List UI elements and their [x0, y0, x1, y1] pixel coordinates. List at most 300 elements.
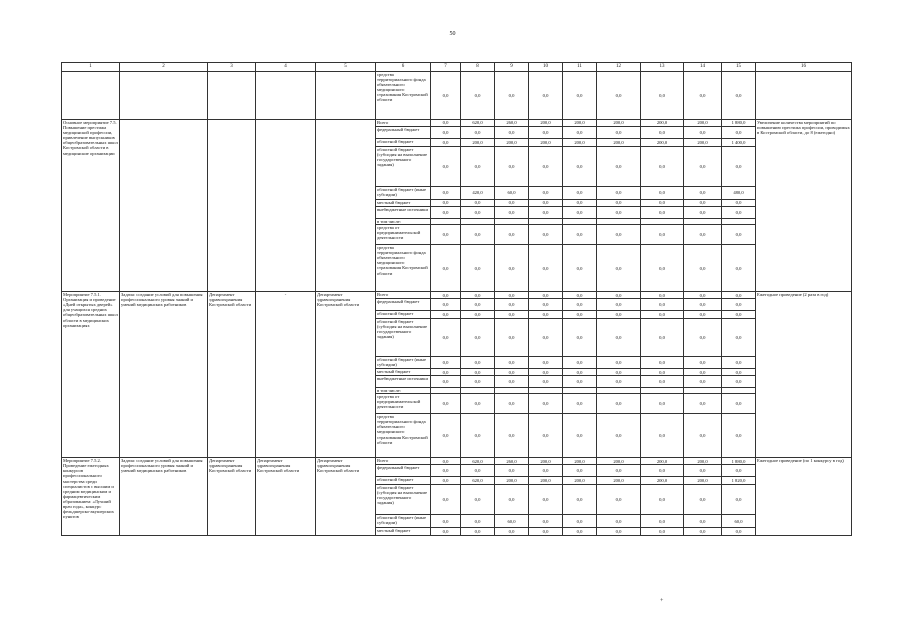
value-cell: 620,0 [461, 477, 495, 485]
value-cell: 0,0 [461, 299, 495, 311]
value-cell: 0,0 [597, 394, 641, 414]
value-cell: 200,0 [641, 477, 684, 485]
value-cell: 0,0 [684, 357, 722, 369]
table-row [62, 120, 852, 127]
value-cell: 0,0 [495, 207, 529, 219]
value-cell: 0,0 [597, 292, 641, 299]
funding-source-cell: федеральный бюджет [376, 127, 431, 139]
value-cell: 200,0 [529, 139, 563, 147]
value-cell: 0,0 [529, 127, 563, 139]
value-cell: 260,0 [495, 458, 529, 465]
value-cell: 0,0 [597, 200, 641, 207]
value-cell: 0,0 [461, 207, 495, 219]
value-cell: 0,0 [641, 187, 684, 200]
block-result-cell: Ежегодное проведение (2 раза в год) [756, 292, 852, 458]
column-header: 7 [431, 63, 461, 72]
value-cell: 200,0 [597, 477, 641, 485]
funding-source-cell: средства территориального фонда обязательного медицинского страхования Костромской области [376, 245, 431, 292]
funding-source-cell: местный бюджет [376, 369, 431, 376]
value-cell: 0,0 [461, 414, 495, 458]
value-cell: 0,0 [641, 127, 684, 139]
block-c4-cell: Департамент здравоохранения Костромской области [256, 458, 316, 536]
value-cell: 0,0 [431, 477, 461, 485]
value-cell: 0,0 [431, 299, 461, 311]
funding-source-cell: областной бюджет (иные субсидии) [376, 357, 431, 369]
value-cell: 0,0 [563, 414, 597, 458]
value-cell: 0,0 [461, 515, 495, 528]
value-cell: 0,0 [641, 319, 684, 357]
value-cell: 0,0 [597, 127, 641, 139]
funding-source-cell: Всего [376, 120, 431, 127]
block-c4-cell: - [256, 292, 316, 458]
value-cell: 0,0 [529, 394, 563, 414]
value-cell: 0,0 [431, 139, 461, 147]
value-cell: 0,0 [431, 187, 461, 200]
value-cell: 200,0 [529, 120, 563, 127]
value-cell: 0,0 [461, 245, 495, 292]
value-cell: 200,0 [684, 139, 722, 147]
value-cell: 0,0 [495, 485, 529, 515]
value-cell: 200,0 [641, 139, 684, 147]
value-cell: 200,0 [684, 477, 722, 485]
column-header: 2 [120, 63, 208, 72]
value-cell: 0,0 [597, 357, 641, 369]
value-cell: 0,0 [529, 319, 563, 357]
value-cell: 1 400,0 [722, 139, 756, 147]
value-cell: 0,0 [461, 528, 495, 536]
value-cell: 0,0 [461, 394, 495, 414]
value-cell: 0,0 [495, 225, 529, 245]
value-cell: 0,0 [431, 369, 461, 376]
value-cell: 1 880,0 [722, 120, 756, 127]
value-cell: 0,0 [495, 245, 529, 292]
column-header: 4 [256, 63, 316, 72]
funding-source-cell: федеральный бюджет [376, 299, 431, 311]
value-cell: 0,0 [461, 357, 495, 369]
value-cell: 60,0 [495, 187, 529, 200]
value-cell: 0,0 [563, 72, 597, 120]
value-cell: 0,0 [431, 292, 461, 299]
value-cell: 0,0 [431, 458, 461, 465]
value-cell: 0,0 [641, 357, 684, 369]
value-cell: 0,0 [529, 245, 563, 292]
value-cell: 200,0 [563, 477, 597, 485]
value-cell: 0,0 [722, 200, 756, 207]
value-cell: 60,0 [722, 515, 756, 528]
value-cell: 0,0 [529, 311, 563, 319]
column-header: 14 [684, 63, 722, 72]
value-cell: 0,0 [597, 515, 641, 528]
value-cell: 200,0 [495, 477, 529, 485]
value-cell: 0,0 [684, 465, 722, 477]
value-cell: 0,0 [641, 72, 684, 120]
value-cell: 0,0 [431, 376, 461, 388]
value-cell: 0,0 [597, 319, 641, 357]
value-cell: 0,0 [529, 200, 563, 207]
value-cell: 0,0 [461, 319, 495, 357]
value-cell: 0,0 [684, 187, 722, 200]
value-cell: 60,0 [495, 515, 529, 528]
value-cell: 0,0 [684, 319, 722, 357]
value-cell: 0,0 [529, 207, 563, 219]
value-cell: 0,0 [722, 292, 756, 299]
value-cell: 0,0 [563, 369, 597, 376]
value-cell: 0,0 [563, 319, 597, 357]
value-cell: 0,0 [431, 528, 461, 536]
table-row [62, 72, 852, 120]
value-cell: 200,0 [529, 477, 563, 485]
value-cell: 0,0 [641, 394, 684, 414]
value-cell: 0,0 [461, 147, 495, 187]
value-cell: 0,0 [597, 225, 641, 245]
funding-source-cell: областной бюджет [376, 477, 431, 485]
value-cell: 0,0 [684, 528, 722, 536]
value-cell: 0,0 [641, 465, 684, 477]
value-cell: 0,0 [563, 187, 597, 200]
value-cell: 0,0 [461, 465, 495, 477]
value-cell: 0,0 [563, 515, 597, 528]
funding-source-cell: средства от предпринимательской деятельности [376, 225, 431, 245]
block-c5-cell: Департамент здравоохранения Костромской области [316, 292, 376, 458]
value-cell: 0,0 [641, 147, 684, 187]
value-cell: 0,0 [641, 200, 684, 207]
funding-source-cell: областной бюджет (иные субсидии) [376, 187, 431, 200]
value-cell: 0,0 [495, 357, 529, 369]
value-cell: 0,0 [684, 299, 722, 311]
value-cell: 0,0 [563, 376, 597, 388]
column-header: 6 [376, 63, 431, 72]
value-cell: 0,0 [563, 127, 597, 139]
value-cell: 0,0 [597, 376, 641, 388]
table-row [62, 458, 852, 465]
value-cell: 0,0 [684, 369, 722, 376]
value-cell: 0,0 [495, 127, 529, 139]
value-cell: 0,0 [461, 485, 495, 515]
value-cell: 0,0 [431, 465, 461, 477]
value-cell: 200,0 [563, 120, 597, 127]
value-cell: 0,0 [495, 147, 529, 187]
value-cell: 0,0 [461, 376, 495, 388]
value-cell: 1 880,0 [722, 458, 756, 465]
value-cell: 0,0 [431, 207, 461, 219]
block-c4-cell [256, 72, 316, 120]
value-cell: 0,0 [495, 200, 529, 207]
value-cell: 200,0 [461, 139, 495, 147]
value-cell: 0,0 [684, 147, 722, 187]
value-cell: 0,0 [722, 528, 756, 536]
value-cell: 200,0 [597, 120, 641, 127]
block-c5-cell: Департамент здравоохранения Костромской области [316, 458, 376, 536]
value-cell: 0,0 [684, 207, 722, 219]
value-cell: 0,0 [597, 528, 641, 536]
funding-source-cell: Всего [376, 458, 431, 465]
value-cell: 0,0 [684, 245, 722, 292]
value-cell: 0,0 [684, 485, 722, 515]
value-cell: 0,0 [641, 414, 684, 458]
column-header: 9 [495, 63, 529, 72]
value-cell: 0,0 [529, 465, 563, 477]
value-cell: 0,0 [722, 311, 756, 319]
value-cell: 200,0 [495, 139, 529, 147]
funding-source-cell: областной бюджет (иные субсидии) [376, 515, 431, 528]
value-cell: 0,0 [431, 127, 461, 139]
value-cell: 0,0 [597, 485, 641, 515]
funding-source-cell: областной бюджет (субсидия на выполнение государственного задания) [376, 485, 431, 515]
value-cell: 0,0 [563, 299, 597, 311]
value-cell: 0,0 [495, 369, 529, 376]
funding-source-cell: средства территориального фонда обязательного медицинского страхования Костромской области [376, 72, 431, 120]
value-cell: 200,0 [684, 120, 722, 127]
value-cell: 0,0 [641, 311, 684, 319]
value-cell: 0,0 [431, 414, 461, 458]
value-cell: 0,0 [563, 207, 597, 219]
column-header: 1 [62, 63, 120, 72]
value-cell: 0,0 [722, 414, 756, 458]
value-cell: 200,0 [529, 458, 563, 465]
value-cell: 0,0 [641, 292, 684, 299]
value-cell: 0,0 [597, 245, 641, 292]
value-cell: 0,0 [684, 515, 722, 528]
value-cell: 0,0 [495, 465, 529, 477]
funding-source-cell: в том числе: [376, 219, 431, 225]
value-cell: 0,0 [684, 311, 722, 319]
value-cell: 0,0 [722, 369, 756, 376]
value-cell: 200,0 [597, 139, 641, 147]
column-header: 8 [461, 63, 495, 72]
funding-source-cell: областной бюджет [376, 311, 431, 319]
value-cell: 0,0 [431, 394, 461, 414]
block-c1-cell: Мероприятие 7.5.1. Организация и проведение «Дней открытых дверей» для учащихся средних общеобразовательных школ области в медицинских организациях [62, 292, 120, 458]
value-cell: 0,0 [641, 515, 684, 528]
value-cell: 0,0 [722, 225, 756, 245]
value-cell: 0,0 [461, 72, 495, 120]
funding-source-cell: областной бюджет [376, 139, 431, 147]
value-cell: 0,0 [431, 72, 461, 120]
funding-source-cell: внебюджетные источники [376, 376, 431, 388]
value-cell: 0,0 [563, 225, 597, 245]
value-cell: 620,0 [461, 120, 495, 127]
value-cell: 0,0 [722, 127, 756, 139]
value-cell: 200,0 [641, 120, 684, 127]
block-result-cell [756, 72, 852, 120]
value-cell: 0,0 [431, 311, 461, 319]
value-cell: 0,0 [597, 414, 641, 458]
value-cell: 0,0 [495, 72, 529, 120]
value-cell: 0,0 [597, 299, 641, 311]
value-cell: 0,0 [597, 369, 641, 376]
header-row [62, 63, 852, 72]
funding-source-cell: Всего [376, 292, 431, 299]
value-cell: 0,0 [431, 357, 461, 369]
value-cell: 0,0 [431, 147, 461, 187]
funding-source-cell: местный бюджет [376, 528, 431, 536]
value-cell: 0,0 [431, 245, 461, 292]
value-cell: 0,0 [597, 72, 641, 120]
block-c1-cell: Мероприятие 7.5.2. Проведение ежегодных конкурсов профессионального мастерства среди специалистов с высшим и средним медицинским и фармацевтическим образованием: «Лучший врач года», конкурс фельдшерско-акушерских пунктов [62, 458, 120, 536]
value-cell: 0,0 [529, 414, 563, 458]
value-cell: 0,0 [722, 485, 756, 515]
footer-mark: + [660, 598, 664, 604]
value-cell: 480,0 [722, 187, 756, 200]
value-cell: 0,0 [722, 376, 756, 388]
value-cell: 0,0 [431, 515, 461, 528]
value-cell: 0,0 [495, 528, 529, 536]
value-cell: 200,0 [597, 458, 641, 465]
value-cell: 0,0 [529, 357, 563, 369]
block-c1-cell [62, 72, 120, 120]
value-cell: 0,0 [461, 225, 495, 245]
column-header: 13 [641, 63, 684, 72]
value-cell: 200,0 [563, 458, 597, 465]
value-cell: 0,0 [641, 528, 684, 536]
value-cell: 0,0 [529, 292, 563, 299]
value-cell: 0,0 [641, 369, 684, 376]
value-cell: 0,0 [641, 299, 684, 311]
value-cell: 0,0 [431, 200, 461, 207]
value-cell: 0,0 [461, 311, 495, 319]
block-c3-cell: Департамент здравоохранения Костромской области [208, 458, 256, 536]
value-cell: 0,0 [722, 394, 756, 414]
value-cell: 0,0 [495, 292, 529, 299]
value-cell: 0,0 [529, 147, 563, 187]
value-cell: 0,0 [641, 485, 684, 515]
value-cell: 0,0 [563, 528, 597, 536]
value-cell: 0,0 [461, 369, 495, 376]
value-cell: 0,0 [597, 147, 641, 187]
block-result-cell: Увеличение количества мероприятий по повышению престижа профессии, проводимых в Костромской области, до 8 (ежегодно) [756, 120, 852, 292]
block-c2-cell: Задача: создание условий для повышения профессионального уровня знаний и умений медицинских работников [120, 292, 208, 458]
block-c2-cell [120, 120, 208, 292]
value-cell: 0,0 [722, 465, 756, 477]
value-cell: 0,0 [722, 72, 756, 120]
value-cell: 0,0 [684, 127, 722, 139]
value-cell: 0,0 [495, 376, 529, 388]
funding-source-cell: внебюджетные источники [376, 207, 431, 219]
funding-source-cell: областной бюджет (субсидия на выполнение государственного задания) [376, 319, 431, 357]
value-cell: 0,0 [461, 200, 495, 207]
value-cell: 0,0 [641, 376, 684, 388]
value-cell: 0,0 [563, 394, 597, 414]
value-cell: 0,0 [563, 465, 597, 477]
value-cell: 0,0 [529, 376, 563, 388]
value-cell: 0,0 [529, 187, 563, 200]
block-c3-cell [208, 72, 256, 120]
value-cell: 0,0 [597, 465, 641, 477]
value-cell: 0,0 [431, 120, 461, 127]
value-cell: 0,0 [529, 485, 563, 515]
value-cell: 260,0 [495, 120, 529, 127]
value-cell: 0,0 [722, 299, 756, 311]
block-c2-cell [120, 72, 208, 120]
value-cell: 0,0 [529, 515, 563, 528]
value-cell: 200,0 [684, 458, 722, 465]
block-c5-cell [316, 72, 376, 120]
value-cell: 0,0 [495, 299, 529, 311]
column-header: 11 [563, 63, 597, 72]
value-cell: 200,0 [641, 458, 684, 465]
block-result-cell: Ежегодное проведение (по 1 конкурсу в год) [756, 458, 852, 536]
value-cell: 0,0 [495, 319, 529, 357]
column-header: 10 [529, 63, 563, 72]
budget-table [61, 62, 852, 536]
value-cell: 0,0 [722, 357, 756, 369]
funding-source-cell: средства территориального фонда обязательного медицинского страхования Костромской области [376, 414, 431, 458]
value-cell: 0,0 [495, 311, 529, 319]
value-cell: 0,0 [529, 369, 563, 376]
funding-source-cell: федеральный бюджет [376, 465, 431, 477]
value-cell: 0,0 [684, 292, 722, 299]
table-row [62, 292, 852, 299]
block-c1-cell: Основное мероприятие 7.5. Повышение престижа медицинской профессии, привлечение выпускников общеобразовательных школ Костромской области в медицинские организации [62, 120, 120, 292]
value-cell: 0,0 [461, 292, 495, 299]
value-cell: 620,0 [461, 458, 495, 465]
value-cell: 0,0 [431, 225, 461, 245]
funding-source-cell: местный бюджет [376, 200, 431, 207]
value-cell: 0,0 [597, 311, 641, 319]
value-cell: 0,0 [597, 207, 641, 219]
block-c3-cell: Департамент здравоохранения Костромской области [208, 292, 256, 458]
page-number: 50 [449, 31, 456, 37]
value-cell: 0,0 [684, 414, 722, 458]
value-cell: 0,0 [641, 245, 684, 292]
block-c3-cell [208, 120, 256, 292]
value-cell: 0,0 [461, 127, 495, 139]
value-cell: 0,0 [563, 485, 597, 515]
value-cell: 0,0 [597, 187, 641, 200]
value-cell: 420,0 [461, 187, 495, 200]
value-cell: 0,0 [495, 394, 529, 414]
column-header: 15 [722, 63, 756, 72]
value-cell: 0,0 [431, 485, 461, 515]
column-header: 5 [316, 63, 376, 72]
value-cell: 0,0 [563, 311, 597, 319]
value-cell: 0,0 [684, 200, 722, 207]
value-cell: 0,0 [684, 72, 722, 120]
value-cell: 0,0 [563, 357, 597, 369]
value-cell: 0,0 [563, 292, 597, 299]
column-header: 12 [597, 63, 641, 72]
value-cell: 0,0 [563, 200, 597, 207]
value-cell: 0,0 [563, 245, 597, 292]
value-cell: 0,0 [722, 245, 756, 292]
value-cell: 0,0 [684, 376, 722, 388]
funding-source-cell: областной бюджет (субсидия на выполнение государственного задания) [376, 147, 431, 187]
column-header: 16 [756, 63, 852, 72]
funding-source-cell: в том числе: [376, 388, 431, 394]
value-cell: 0,0 [641, 207, 684, 219]
column-header: 3 [208, 63, 256, 72]
value-cell: 0,0 [563, 147, 597, 187]
value-cell: 0,0 [684, 225, 722, 245]
value-cell: 0,0 [684, 394, 722, 414]
block-c5-cell [316, 120, 376, 292]
value-cell: 0,0 [431, 319, 461, 357]
value-cell: 0,0 [722, 207, 756, 219]
block-c4-cell [256, 120, 316, 292]
value-cell: 0,0 [722, 319, 756, 357]
value-cell: 1 820,0 [722, 477, 756, 485]
value-cell: 0,0 [495, 414, 529, 458]
value-cell: 0,0 [529, 225, 563, 245]
value-cell: 0,0 [529, 299, 563, 311]
value-cell: 0,0 [529, 72, 563, 120]
value-cell: 0,0 [722, 147, 756, 187]
value-cell: 0,0 [641, 225, 684, 245]
value-cell: 200,0 [563, 139, 597, 147]
block-c2-cell: Задача: создание условий для повышения профессионального уровня знаний и умений медицинских работников [120, 458, 208, 536]
funding-source-cell: средства от предпринимательской деятельности [376, 394, 431, 414]
value-cell: 0,0 [529, 528, 563, 536]
